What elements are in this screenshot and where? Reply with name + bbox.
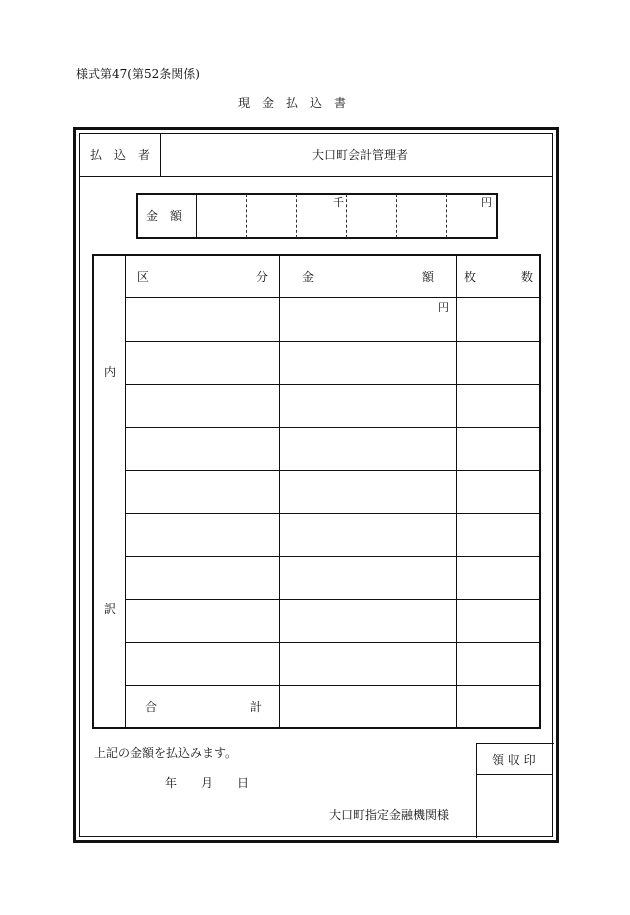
payee-label-divider [160, 134, 161, 176]
row-count-cell[interactable] [457, 342, 540, 384]
total-label-left: 合 [145, 700, 158, 714]
row-amount-cell[interactable] [280, 643, 456, 685]
row-category-cell[interactable] [126, 385, 279, 427]
header-category-left: 区 [137, 270, 150, 284]
header-category-right: 分 [256, 270, 269, 284]
payee-label: 払 込 者 [90, 148, 151, 162]
payment-statement: 上記の金額を払込みます。 [94, 746, 238, 760]
row-category-cell[interactable] [126, 342, 279, 384]
payee-row-divider [80, 176, 553, 177]
row-amount-cell[interactable] [280, 385, 456, 427]
amount-label-divider [196, 194, 197, 238]
receipt-stamp-divider [477, 774, 553, 775]
row-amount-cell[interactable] [280, 514, 456, 556]
row-category-cell[interactable] [126, 514, 279, 556]
date-month: 月 [201, 776, 214, 790]
row-count-cell[interactable] [457, 514, 540, 556]
amount-yen-unit: 円 [481, 196, 492, 209]
row-amount-cell[interactable] [280, 342, 456, 384]
date-year: 年 [165, 776, 178, 790]
form-number: 様式第47(第52条関係) [76, 67, 200, 81]
row-count-cell[interactable] [457, 428, 540, 470]
header-amount-left: 金 [302, 270, 315, 284]
addressee: 大口町指定金融機関様 [329, 808, 450, 822]
row-category-cell[interactable] [126, 298, 279, 341]
row-amount-cell[interactable] [280, 471, 456, 513]
row-count-cell[interactable] [457, 385, 540, 427]
amount-input-area[interactable] [198, 196, 494, 236]
amount-label: 金 額 [146, 209, 183, 223]
row-category-cell[interactable] [126, 557, 279, 599]
row-category-cell[interactable] [126, 643, 279, 685]
row-amount-cell[interactable] [280, 298, 456, 341]
row-amount-cell[interactable] [280, 600, 456, 642]
header-count-right: 数 [521, 270, 534, 284]
breakdown-side-label-bottom: 訳 [104, 602, 117, 616]
breakdown-side-label-top: 内 [104, 365, 117, 379]
date-day: 日 [237, 776, 250, 790]
payee-value: 大口町会計管理者 [312, 148, 409, 162]
row-count-cell[interactable] [457, 600, 540, 642]
row-count-cell[interactable] [457, 298, 540, 341]
row-amount-cell[interactable] [280, 428, 456, 470]
document-title: 現 金 払 込 書 [238, 96, 347, 110]
row-category-cell[interactable] [126, 471, 279, 513]
header-count-left: 枚 [464, 270, 477, 284]
receipt-stamp-label: 領 収 印 [492, 753, 536, 767]
table-row-divider [126, 685, 540, 686]
breakdown-yen-unit: 円 [438, 301, 449, 314]
total-label-right: 計 [250, 700, 263, 714]
row-count-cell[interactable] [457, 471, 540, 513]
header-amount-right: 額 [422, 270, 435, 284]
row-count-cell[interactable] [457, 557, 540, 599]
row-count-cell[interactable] [457, 643, 540, 685]
row-category-cell[interactable] [126, 600, 279, 642]
row-amount-cell[interactable] [280, 557, 456, 599]
row-category-cell[interactable] [126, 428, 279, 470]
amount-thousand-unit: 千 [333, 196, 344, 209]
